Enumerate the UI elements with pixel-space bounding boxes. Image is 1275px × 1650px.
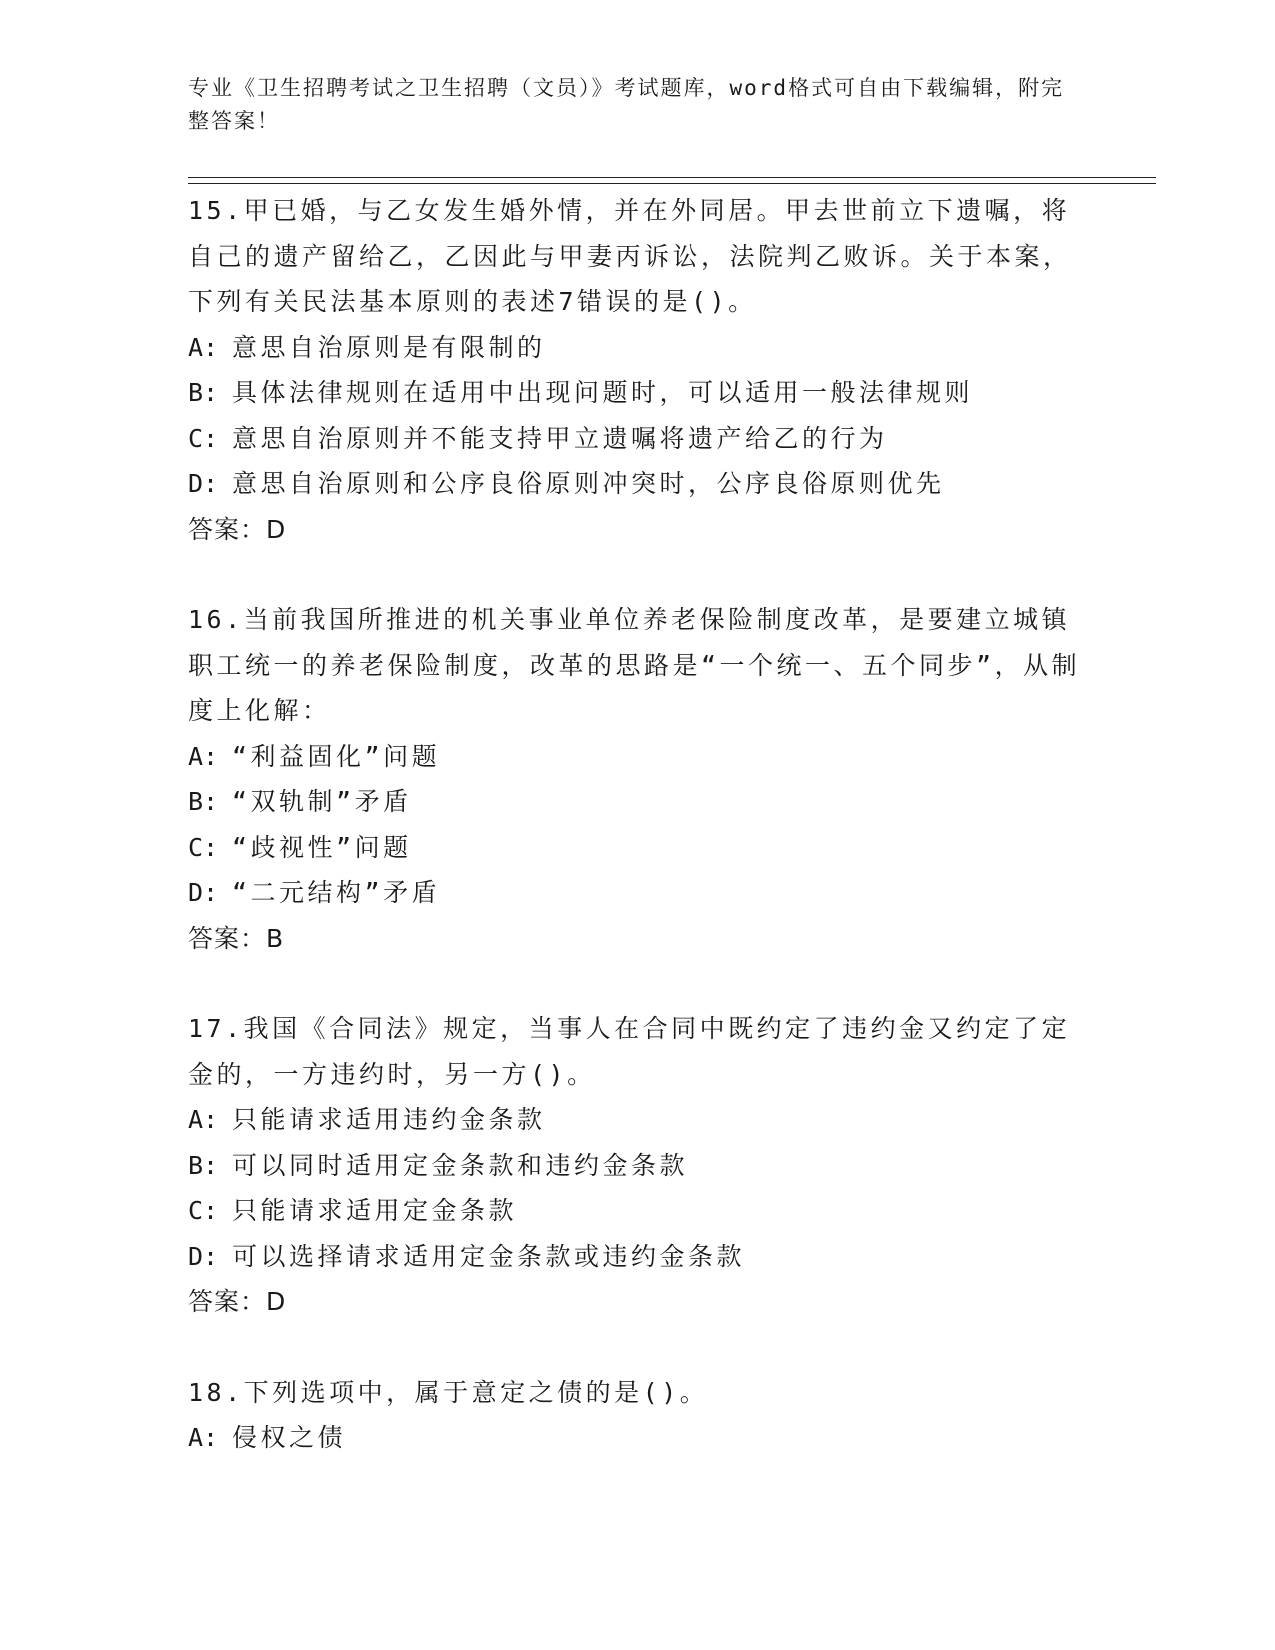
option-b: [188, 1143, 1088, 1189]
option-key: A:: [188, 1423, 219, 1452]
option-key: C:: [188, 423, 219, 453]
option-d: [188, 870, 1088, 916]
option-b: [188, 779, 1088, 825]
option-text: 侵权之债: [232, 1423, 347, 1452]
option-text: 意思自治原则是有限制的: [232, 332, 546, 362]
option-key: A:: [188, 1105, 219, 1134]
question-16: [188, 597, 1088, 961]
question-15: [188, 188, 1088, 552]
document-header: [188, 72, 1068, 138]
option-text: 只能请求适用定金条款: [232, 1196, 518, 1225]
option-c: [188, 416, 1088, 462]
option-text: “双轨制”矛盾: [232, 787, 412, 816]
option-text: 具体法律规则在适用中出现问题时，可以适用一般法律规则: [232, 378, 974, 407]
option-key: B:: [188, 787, 219, 816]
option-key: A:: [188, 332, 219, 362]
option-text: 可以同时适用定金条款和违约金条款: [232, 1150, 689, 1180]
option-key: D:: [188, 878, 219, 907]
option-key: B:: [188, 1150, 219, 1180]
option-d: [188, 461, 1088, 507]
option-key: C:: [188, 832, 219, 862]
option-text: 只能请求适用违约金条款: [232, 1105, 546, 1134]
option-key: A:: [188, 741, 219, 771]
option-a: [188, 325, 1088, 371]
option-c: [188, 1188, 1088, 1234]
question-stem: 15.甲已婚，与乙女发生婚外情，并在外同居。甲去世前立下遗嘱，将自己的遗产留给乙，乙因此与甲妻丙诉讼，法院判乙败诉。关于本案，下列有关民法基本原则的表述7错误的是()。: [188, 196, 1072, 316]
option-a: [188, 1415, 1088, 1461]
option-text: 可以选择请求适用定金条款或违约金条款: [232, 1241, 746, 1271]
option-text: “歧视性”问题: [232, 832, 412, 862]
option-key: D:: [188, 1241, 219, 1271]
option-text: 意思自治原则和公序良俗原则冲突时，公序良俗原则优先: [232, 469, 945, 498]
option-text: “二元结构”矛盾: [232, 878, 441, 907]
option-b: [188, 370, 1088, 416]
question-17: [188, 1006, 1088, 1325]
option-a: [188, 734, 1088, 780]
header-divider-bottom: [188, 183, 1156, 184]
question-stem: 16.当前我国所推进的机关事业单位养老保险制度改革，是要建立城镇职工统一的养老保险制度，改革的思路是“一个统一、五个同步”，从制度上化解：: [188, 605, 1081, 725]
header-text: 专业《卫生招聘考试之卫生招聘（文员）》考试题库，word格式可自由下载编辑，附完整答案！: [188, 76, 1065, 133]
answer: 答案：D: [188, 1287, 287, 1316]
option-c: [188, 825, 1088, 871]
header-divider-top: [188, 177, 1156, 178]
answer: 答案：D: [188, 514, 287, 544]
question-stem: 18.下列选项中，属于意定之债的是()。: [188, 1377, 709, 1407]
option-d: [188, 1234, 1088, 1280]
option-a: [188, 1097, 1088, 1143]
question-stem: 17.我国《合同法》规定，当事人在合同中既约定了违约金又约定了定金的，一方违约时，另一方()。: [188, 1014, 1071, 1089]
option-text: 意思自治原则并不能支持甲立遗嘱将遗产给乙的行为: [232, 423, 888, 453]
answer: 答案：B: [188, 923, 285, 953]
option-key: C:: [188, 1196, 219, 1225]
option-key: B:: [188, 378, 219, 407]
option-text: “利益固化”问题: [232, 741, 441, 771]
option-key: D:: [188, 469, 219, 498]
question-list: [188, 188, 1088, 1506]
question-18: [188, 1370, 1088, 1461]
